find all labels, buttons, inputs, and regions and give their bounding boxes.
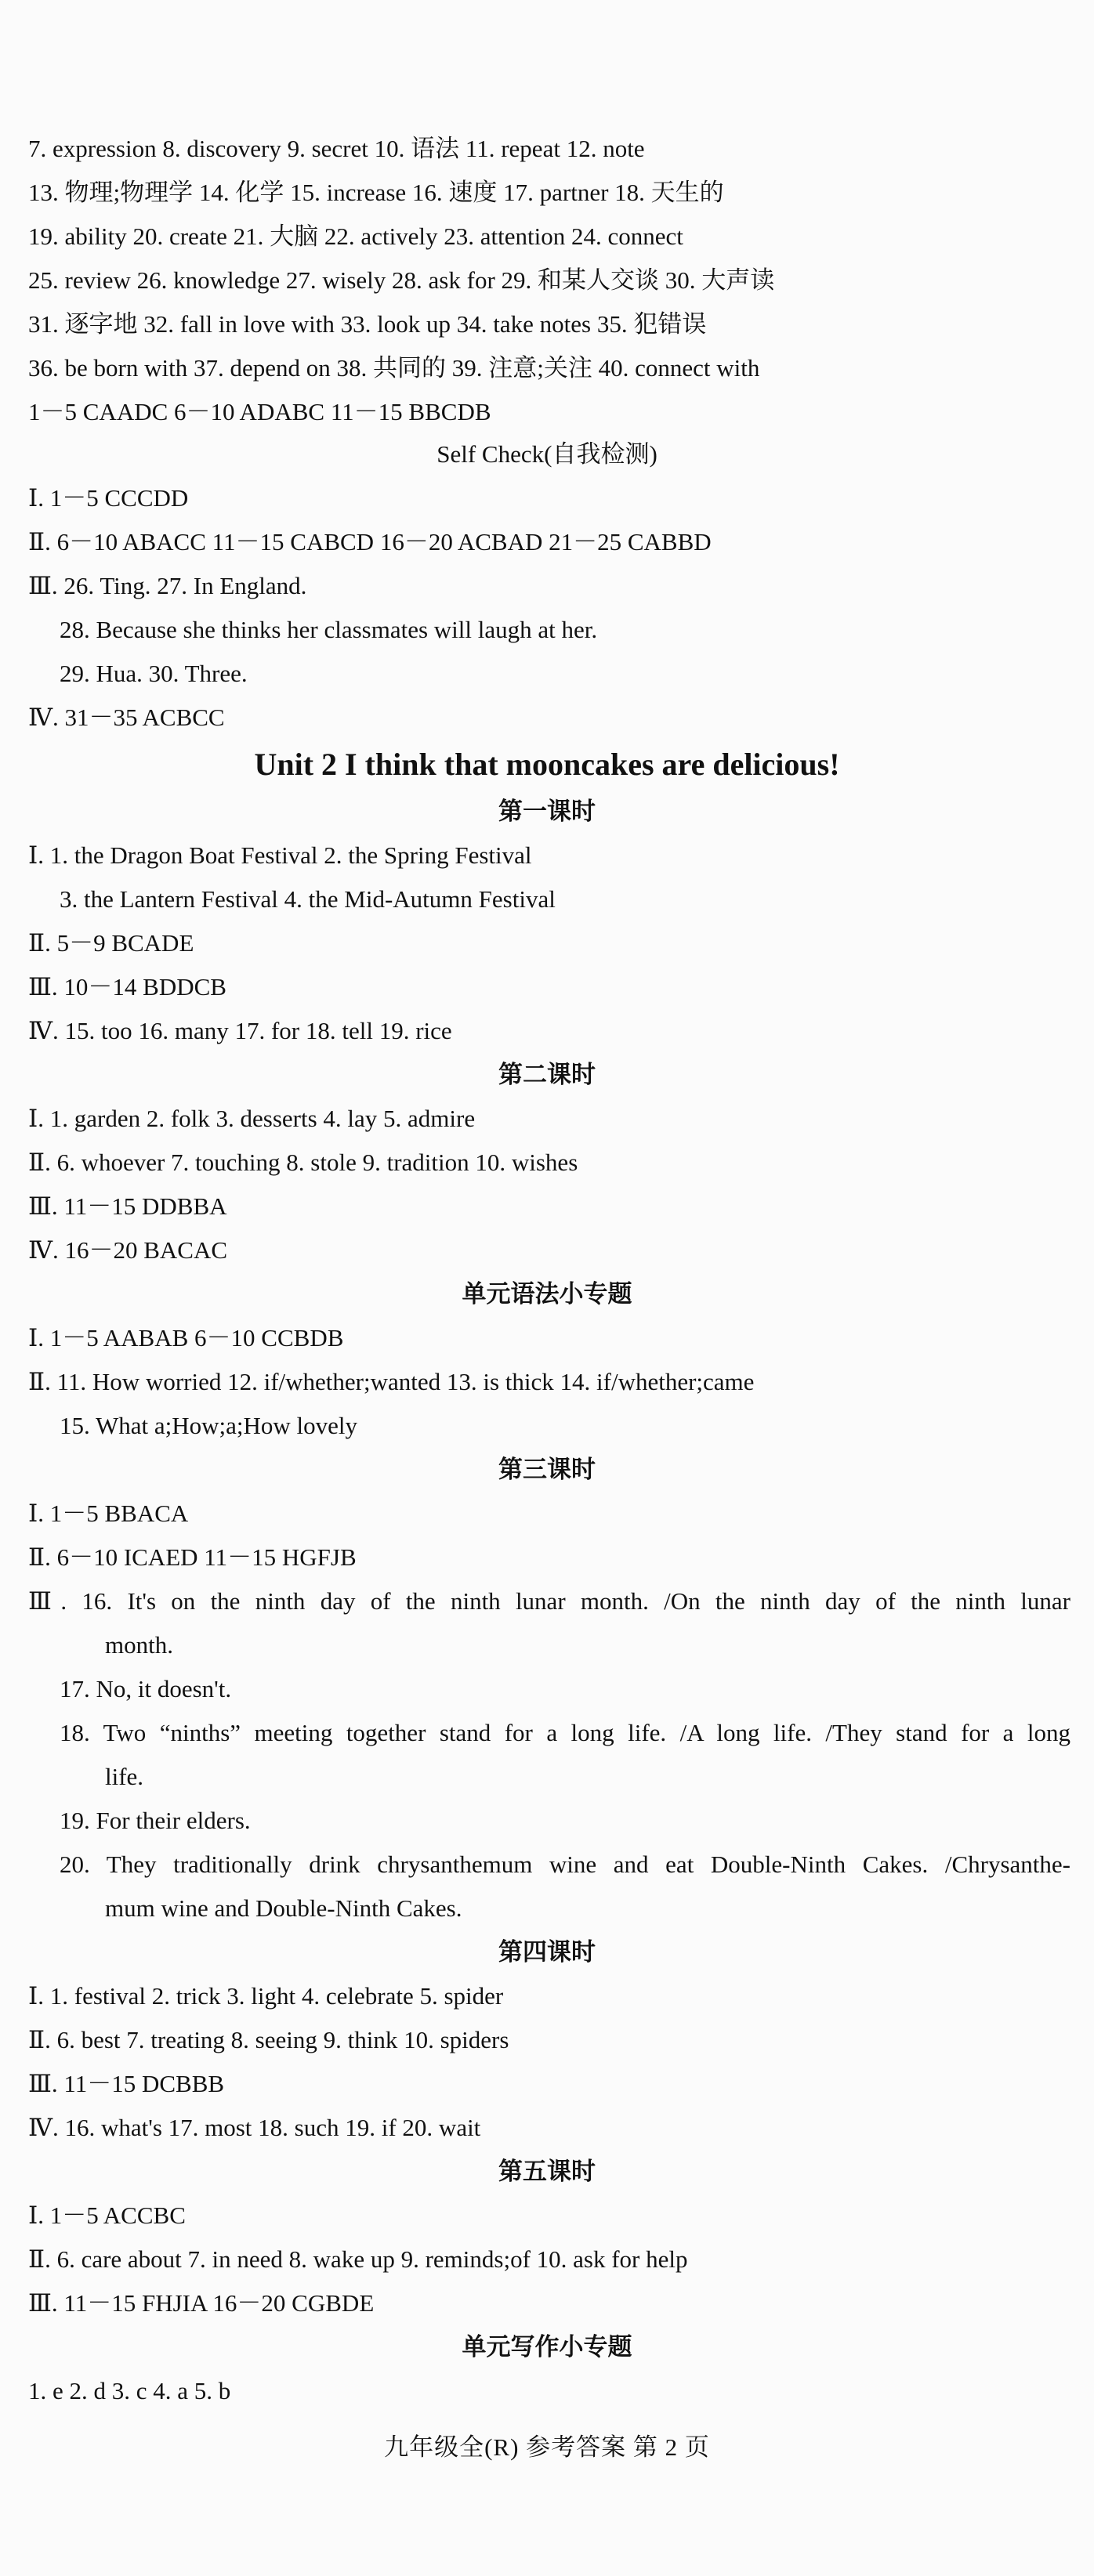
answer-line: Ⅰ. 1. festival 2. trick 3. light 4. celebrate 5. spider — [28, 1982, 504, 2010]
self-check-heading: Self Check(自我检测) — [437, 440, 657, 468]
section-heading: 第五课时 — [498, 2158, 596, 2186]
answer-line: Ⅳ. 31－35 ACBCC — [28, 704, 225, 731]
answer-line: 15. What a;How;a;How lovely — [60, 1412, 357, 1439]
answer-line: Ⅰ. 1－5 BBACA — [28, 1500, 189, 1527]
section-heading: 单元语法小专题 — [462, 1280, 632, 1308]
answer-line: Ⅳ. 16－20 BACAC — [28, 1236, 228, 1264]
answer-line: 28. Because she thinks her classmates will laugh at her. — [60, 616, 598, 643]
answer-line: Ⅰ. 1－5 CCCDD — [28, 484, 189, 512]
answer-line: 31. 逐字地 32. fall in love with 33. look up 34. take notes 35. 犯错误 — [28, 310, 707, 338]
answer-line: mum wine and Double-Ninth Cakes. — [105, 1894, 462, 1922]
answer-line: 36. be born with 37. depend on 38. 共同的 39. 注意;关注 40. connect with — [28, 354, 760, 382]
answer-line: Ⅲ. 10－14 BDDCB — [28, 973, 226, 1000]
answer-line: life. — [105, 1763, 144, 1790]
section-heading: 第四课时 — [498, 1938, 596, 1966]
answer-line: 29. Hua. 30. Three. — [60, 660, 248, 687]
answer-line: 19. For their elders. — [60, 1807, 251, 1834]
answer-line: Ⅱ. 6. care about 7. in need 8. wake up 9. reminds;of 10. ask for help — [28, 2245, 688, 2273]
answer-line: Ⅱ. 11. How worried 12. if/whether;wanted 13. is thick 14. if/whether;came — [28, 1368, 755, 1395]
answer-line: Ⅰ. 1. garden 2. folk 3. desserts 4. lay 5. admire — [28, 1105, 476, 1132]
section-heading: 第二课时 — [498, 1061, 596, 1089]
answer-line: 7. expression 8. discovery 9. secret 10. 语法 11. repeat 12. note — [28, 135, 645, 162]
answer-line: 17. No, it doesn't. — [60, 1675, 232, 1702]
unit-title: Unit 2 I think that mooncakes are delicious! — [254, 747, 840, 782]
answer-line: 19. ability 20. create 21. 大脑 22. actively 23. attention 24. connect — [28, 223, 683, 250]
answer-line: Ⅲ. 11－15 DCBBB — [28, 2070, 225, 2097]
answer-line: 13. 物理;物理学 14. 化学 15. increase 16. 速度 17. partner 18. 天生的 — [28, 179, 724, 206]
answer-line: Ⅱ. 6. whoever 7. touching 8. stole 9. tradition 10. wishes — [28, 1149, 578, 1176]
answer-line: Ⅱ. 6－10 ICAED 11－15 HGFJB — [28, 1543, 357, 1571]
page-footer: 九年级全(R) 参考答案 第 2 页 — [384, 2433, 710, 2461]
answer-line: Ⅳ. 16. what's 17. most 18. such 19. if 20. wait — [28, 2114, 481, 2141]
answer-line: Ⅲ. 16. It's on the ninth day of the ninth lunar month. /On the ninth day of the ninth lunar — [28, 1587, 1070, 1615]
answer-line: 20. They traditionally drink chrysanthemum wine and eat Double-Ninth Cakes. /Chrysanthe- — [60, 1851, 1070, 1878]
answer-line: Ⅰ. 1－5 ACCBC — [28, 2202, 186, 2229]
answer-line: Ⅱ. 6－10 ABACC 11－15 CABCD 16－20 ACBAD 21－25 CABBD — [28, 528, 712, 555]
answer-line: month. — [105, 1631, 173, 1659]
answer-line: Ⅰ. 1－5 AABAB 6－10 CCBDB — [28, 1324, 344, 1351]
answer-line: 3. the Lantern Festival 4. the Mid-Autumn Festival — [60, 885, 556, 913]
answer-line: Ⅳ. 15. too 16. many 17. for 18. tell 19. rice — [28, 1017, 452, 1044]
section-heading: 第三课时 — [498, 1456, 596, 1484]
answer-line: 25. review 26. knowledge 27. wisely 28. ask for 29. 和某人交谈 30. 大声读 — [28, 266, 775, 294]
answer-line: Ⅱ. 6. best 7. treating 8. seeing 9. think 10. spiders — [28, 2026, 509, 2053]
answer-line: 1－5 CAADC 6－10 ADABC 11－15 BBCDB — [28, 398, 491, 425]
section-heading: 单元写作小专题 — [462, 2333, 632, 2361]
section-heading: 第一课时 — [498, 798, 596, 826]
answer-line: Ⅲ. 26. Ting. 27. In England. — [28, 572, 307, 599]
answer-line: Ⅲ. 11－15 DDBBA — [28, 1192, 227, 1220]
answer-line: Ⅲ. 11－15 FHJIA 16－20 CGBDE — [28, 2289, 375, 2317]
answer-line: 1. e 2. d 3. c 4. a 5. b — [28, 2377, 231, 2404]
answer-line: 18. Two “ninths” meeting together stand for a long life. /A long life. /They stand for a long — [60, 1719, 1070, 1746]
answer-line: Ⅱ. 5－9 BCADE — [28, 929, 194, 957]
answer-line: Ⅰ. 1. the Dragon Boat Festival 2. the Spring Festival — [28, 841, 532, 869]
